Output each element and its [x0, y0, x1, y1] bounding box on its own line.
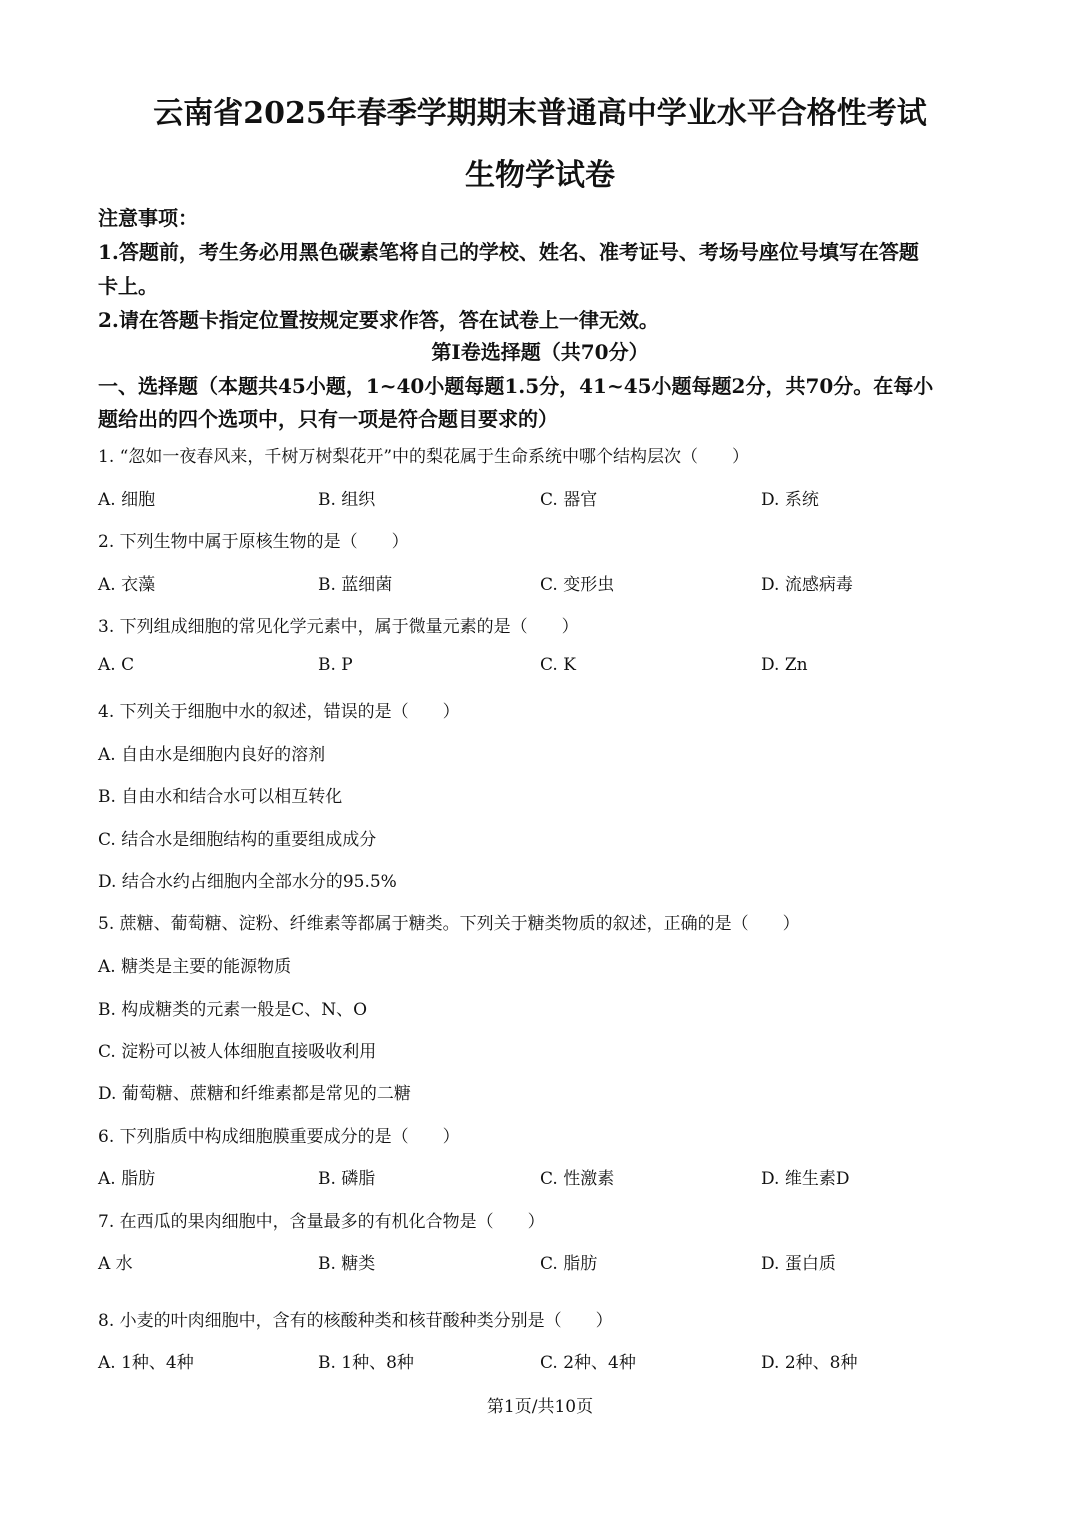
question-7-option-a: A 水 — [98, 1254, 133, 1274]
question-3-option-b: B. P — [318, 655, 353, 675]
question-5-option-b: B. 构成糖类的元素一般是C、N、O — [98, 1000, 368, 1020]
question-5-option-a: A. 糖类是主要的能源物质 — [98, 957, 292, 977]
question-6-option-c: C. 性激素 — [540, 1169, 615, 1189]
question-3-option-d: D. Zn — [761, 655, 808, 675]
question-6-stem: 6. 下列脂质中构成细胞膜重要成分的是（ ） — [98, 1127, 460, 1147]
part-instructions-cont: 题给出的四个选项中，只有一项是符合题目要求的） — [98, 407, 558, 431]
question-1-stem: 1. “忽如一夜春风来，千树万树梨花开”中的梨花属于生命系统中哪个结构层次（ ） — [98, 447, 750, 467]
question-7-option-c: C. 脂肪 — [540, 1254, 598, 1274]
question-1-option-b: B. 组织 — [318, 490, 376, 510]
question-8-option-c: C. 2种、4种 — [540, 1353, 636, 1373]
question-2-stem: 2. 下列生物中属于原核生物的是（ ） — [98, 532, 409, 552]
question-8-option-d: D. 2种、8种 — [761, 1353, 858, 1373]
question-6-option-a: A. 脂肪 — [98, 1169, 156, 1189]
question-3-option-c: C. K — [540, 655, 576, 675]
section-title: 第Ⅰ卷选择题（共70分） — [431, 340, 649, 364]
notice-item-2: 2.请在答题卡指定位置按规定要求作答，答在试卷上一律无效。 — [98, 308, 659, 332]
question-1-option-d: D. 系统 — [761, 490, 819, 510]
question-8-option-a: A. 1种、4种 — [98, 1353, 194, 1373]
question-4-option-b: B. 自由水和结合水可以相互转化 — [98, 787, 343, 807]
question-5-stem: 5. 蔗糖、葡萄糖、淀粉、纤维素等都属于糖类。下列关于糖类物质的叙述，正确的是（ ） — [98, 914, 800, 934]
question-4-option-c: C. 结合水是细胞结构的重要组成成分 — [98, 830, 377, 850]
page-footer: 第1页/共10页 — [486, 1397, 594, 1417]
exam-subtitle: 生物学试卷 — [465, 158, 615, 193]
question-3-option-a: A. C — [98, 655, 135, 675]
question-1-option-a: A. 细胞 — [98, 490, 156, 510]
question-2-option-a: A. 衣藻 — [98, 575, 156, 595]
question-2-option-c: C. 变形虫 — [540, 575, 615, 595]
question-4-stem: 4. 下列关于细胞中水的叙述，错误的是（ ） — [98, 702, 460, 722]
question-5-option-d: D. 葡萄糖、蔗糖和纤维素都是常见的二糖 — [98, 1084, 411, 1104]
part-instructions: 一、选择题（本题共45小题，1~40小题每题1.5分，41~45小题每题2分，共70分。在每小 — [98, 374, 934, 398]
question-2-option-d: D. 流感病毒 — [761, 575, 853, 595]
question-3-stem: 3. 下列组成细胞的常见化学元素中，属于微量元素的是（ ） — [98, 617, 579, 637]
question-4-option-a: A. 自由水是细胞内良好的溶剂 — [98, 745, 326, 765]
question-4-option-d: D. 结合水约占细胞内全部水分的95.5% — [98, 872, 397, 892]
question-7-option-b: B. 糖类 — [318, 1254, 376, 1274]
notice-item-1-cont: 卡上。 — [98, 274, 158, 298]
question-6-option-d: D. 维生素D — [761, 1169, 850, 1189]
question-2-option-b: B. 蓝细菌 — [318, 575, 393, 595]
question-8-option-b: B. 1种、8种 — [318, 1353, 414, 1373]
notice-heading: 注意事项： — [98, 206, 198, 230]
exam-title: 云南省2025年春季学期期末普通高中学业水平合格性考试 — [153, 96, 927, 131]
question-5-option-c: C. 淀粉可以被人体细胞直接吸收利用 — [98, 1042, 377, 1062]
question-7-option-d: D. 蛋白质 — [761, 1254, 836, 1274]
notice-item-1: 1.答题前，考生务必用黑色碳素笔将自己的学校、姓名、准考证号、考场号座位号填写在答题 — [98, 240, 919, 264]
question-1-option-c: C. 器官 — [540, 490, 598, 510]
question-7-stem: 7. 在西瓜的果肉细胞中，含量最多的有机化合物是（ ） — [98, 1212, 545, 1232]
question-6-option-b: B. 磷脂 — [318, 1169, 376, 1189]
question-8-stem: 8. 小麦的叶肉细胞中，含有的核酸种类和核苷酸种类分别是（ ） — [98, 1311, 613, 1331]
